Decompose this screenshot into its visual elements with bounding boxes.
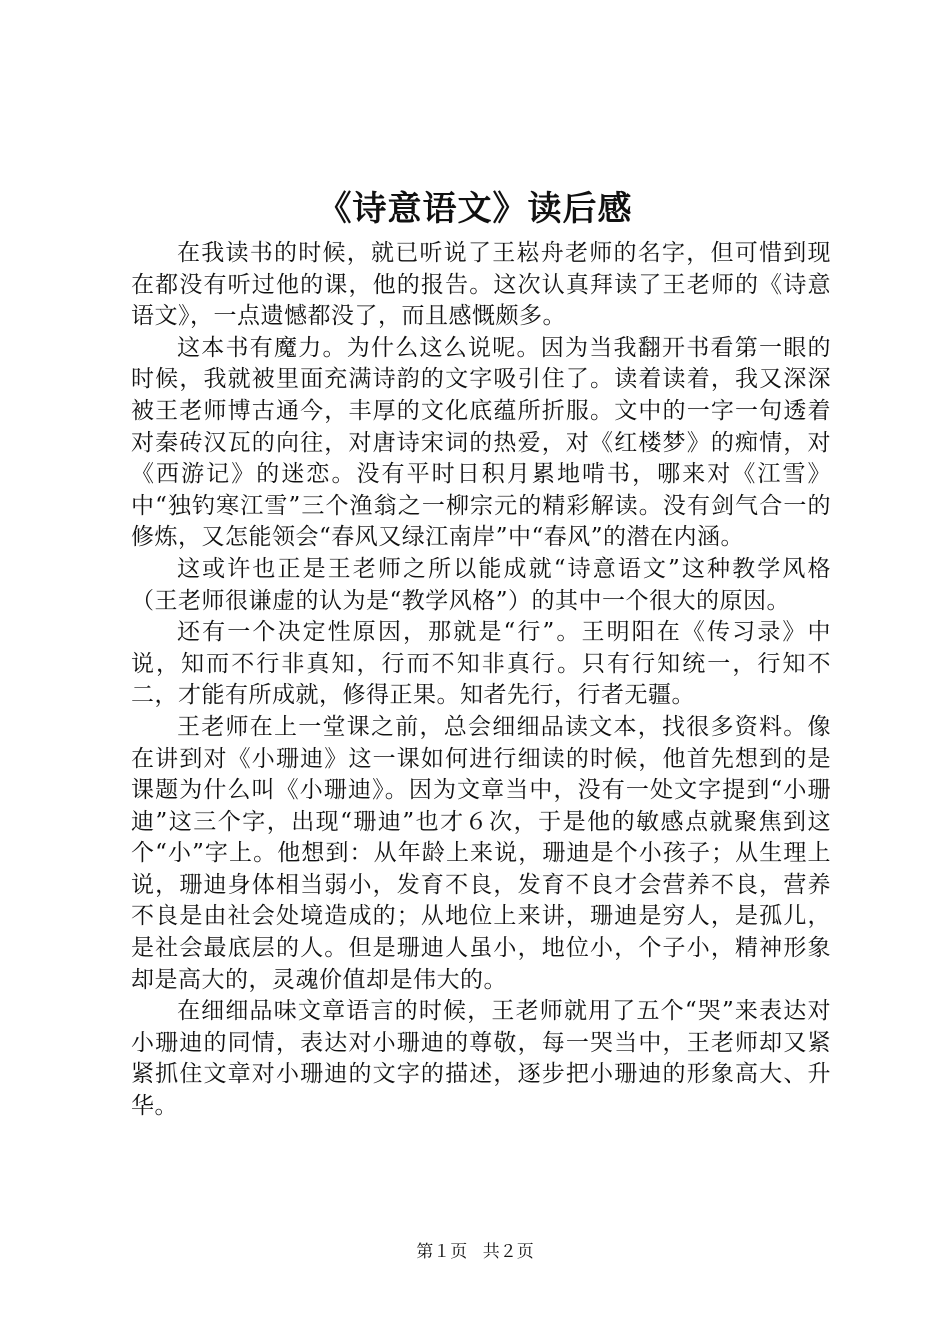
page-number-current: 第１页: [416, 1242, 468, 1262]
paragraph-6: 在细细品味文章语言的时候，王老师就用了五个“哭”来表达对小珊迪的同情，表达对小珊迪的尊敬，每一哭当中，王老师却又紧紧抓住文章对小珊迪的文字的描述，逐步把小珊迪的形象高大、升华。: [131, 998, 831, 1120]
page-number-total: 共２页: [482, 1242, 534, 1262]
paragraph-4: 还有一个决定性原因，那就是“行”。王明阳在《传习录》中说，知而不行非真知，行而不知非真行。只有行知统一，行知不二，才能有所成就，修得正果。知者先行，行者无疆。: [131, 619, 831, 709]
paragraph-1: 在我读书的时候，就已听说了王崧舟老师的名字，但可惜到现在都没有听过他的课，他的报告。这次认真拜读了王老师的《诗意语文》，一点遗憾都没了，而且感慨颇多。: [131, 240, 831, 330]
document-body: [131, 238, 831, 1123]
paragraph-3: 这或许也正是王老师之所以能成就“诗意语文”这种教学风格（王老师很谦虚的认为是“教学风格”）的其中一个很大的原因。: [131, 555, 831, 614]
paragraph-2: 这本书有魔力。为什么这么说呢。因为当我翻开书看第一眼的时候，我就被里面充满诗韵的文字吸引住了。读着读着，我又深深被王老师博古通今，丰厚的文化底蕴所折服。文中的一字一句透着对秦砖汉瓦的向往，对唐诗宋词的热爱，对《红楼梦》的痴情，对《西游记》的迷恋。没有平时日积月累地啃书，哪来对《江雪》中“独钓寒江雪”三个渔翁之一柳宗元的精彩解读。没有剑气合一的修炼，又怎能领会“春风又绿江南岸”中“春风”的潜在内涵。: [131, 334, 831, 551]
paragraph-5: 王老师在上一堂课之前，总会细细品读文本，找很多资料。像在讲到对《小珊迪》这一课如何进行细读的时候，他首先想到的是课题为什么叫《小珊迪》。因为文章当中，没有一处文字提到“小珊迪”这三个字，出现“珊迪”也才６次，于是他的敏感点就聚焦到这个“小”字上。他想到：从年龄上来说，珊迪是个小孩子；从生理上说，珊迪身体相当弱小，发育不良，发育不良才会营养不良，营养不良是由社会处境造成的；从地位上来讲，珊迪是穷人，是孤儿，是社会最底层的人。但是珊迪人虽小，地位小，个子小，精神形象却是高大的，灵魂价值却是伟大的。: [131, 713, 831, 993]
page-title: 《诗意语文》读后感: [317, 189, 633, 229]
page-footer: [0, 1240, 950, 1264]
